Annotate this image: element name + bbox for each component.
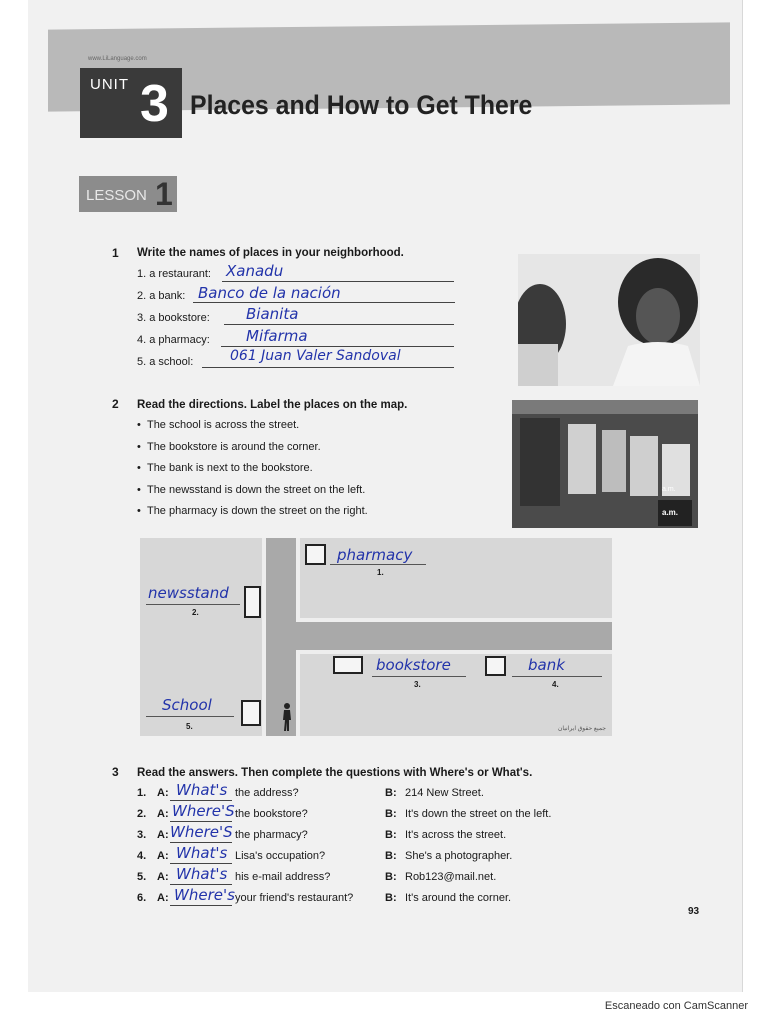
exercise-1-instruction: Write the names of places in your neighborhood. xyxy=(137,247,404,259)
ex3-b-label-5: B: xyxy=(385,871,397,883)
ex1-prompt-4: 4. a pharmacy: xyxy=(137,334,210,346)
ex1-prompt-1: 1. a restaurant: xyxy=(137,268,211,280)
ex3-answer-5: Rob123@mail.net. xyxy=(405,871,497,883)
ex2-bullet-2: • The bookstore is around the corner. xyxy=(137,441,321,453)
map-num-2: 2. xyxy=(192,608,199,617)
ex3-line-5 xyxy=(170,884,232,885)
exercise-2-number: 2 xyxy=(112,397,119,411)
ex1-line-3 xyxy=(224,324,454,325)
ex3-num-2: 2. xyxy=(137,808,147,820)
ex1-answer-1: Xanadu xyxy=(226,262,284,280)
ex3-question-3: the pharmacy? xyxy=(235,829,308,841)
ex3-num-1: 1. xyxy=(137,787,147,799)
ex1-line-5 xyxy=(202,367,454,368)
map-answer-1: pharmacy xyxy=(337,546,413,564)
map-num-1: 1. xyxy=(377,568,384,577)
sign-am-1: a.m. xyxy=(662,486,676,493)
ex3-a-label-2: A: xyxy=(157,808,169,820)
ex3-num-5: 5. xyxy=(137,871,147,883)
site-url: www.LiLanguage.com xyxy=(88,56,147,62)
ex3-b-label-4: B: xyxy=(385,850,397,862)
sign-am-2: a.m. xyxy=(662,508,679,517)
map-line-4 xyxy=(512,676,602,677)
ex3-question-1: the address? xyxy=(235,787,299,799)
ex1-answer-4: Mifarma xyxy=(246,327,308,345)
ex3-b-label-3: B: xyxy=(385,829,397,841)
unit-number: 3 xyxy=(140,75,169,133)
ex2-bullet-text-3: The bank is next to the bookstore. xyxy=(146,462,313,474)
ex1-prompt-3: 3. a bookstore: xyxy=(137,312,210,324)
ex3-b-label-6: B: xyxy=(385,892,397,904)
ex3-fill-5: What's xyxy=(176,865,228,883)
lesson-number: 1 xyxy=(155,176,173,212)
ex3-line-3 xyxy=(170,842,232,843)
ex1-line-4 xyxy=(221,346,454,347)
ex2-bullet-text-5: The pharmacy is down the street on the right. xyxy=(146,505,368,517)
map-credit: جميع حقوق ايرانيان xyxy=(557,726,606,732)
map-line-1 xyxy=(330,564,426,565)
map-curb-top xyxy=(300,618,612,622)
map-road-horizontal xyxy=(296,622,612,650)
building-bank xyxy=(485,656,506,676)
map-line-3 xyxy=(372,676,466,677)
photo-people xyxy=(518,254,700,386)
street-map xyxy=(140,538,612,736)
ex1-line-1 xyxy=(222,281,454,282)
ex3-line-2 xyxy=(170,821,232,822)
ex3-a-label-1: A: xyxy=(157,787,169,799)
map-answer-2: newsstand xyxy=(148,584,229,602)
ex3-a-label-6: A: xyxy=(157,892,169,904)
ex3-fill-6: Where's xyxy=(174,886,235,904)
ex1-prompt-2: 2. a bank: xyxy=(137,290,186,302)
ex3-b-label-2: B: xyxy=(385,808,397,820)
ex3-a-label-4: A: xyxy=(157,850,169,862)
map-answer-4: bank xyxy=(528,656,565,674)
exercise-1-number: 1 xyxy=(112,246,119,260)
ex3-question-2: the bookstore? xyxy=(235,808,308,820)
ex2-bullet-4: • The newsstand is down the street on the left. xyxy=(137,484,366,496)
map-num-5: 5. xyxy=(186,722,193,731)
ex3-b-label-1: B: xyxy=(385,787,397,799)
map-num-4: 4. xyxy=(552,680,559,689)
exercise-2-instruction: Read the directions. Label the places on the map. xyxy=(137,399,408,411)
map-curb-bottom xyxy=(300,650,612,654)
page-title: Places and How to Get There xyxy=(190,90,533,120)
map-curb-right-bottom xyxy=(296,650,300,736)
ex1-answer-3: Bianita xyxy=(246,305,299,323)
map-curb-right-top xyxy=(296,538,300,622)
ex3-fill-3: Where'S xyxy=(170,823,233,841)
lesson-label: LESSON xyxy=(86,187,147,204)
ex2-bullet-5: • The pharmacy is down the street on the right. xyxy=(137,505,368,517)
ex3-answer-4: She's a photographer. xyxy=(405,850,513,862)
unit-badge xyxy=(80,68,182,138)
exercise-3-instruction: Read the answers. Then complete the questions with Where's or What's. xyxy=(137,767,533,779)
ex3-a-label-5: A: xyxy=(157,871,169,883)
ex3-line-6 xyxy=(170,905,232,906)
ex3-fill-2: Where'S xyxy=(172,802,235,820)
photo-newsstand xyxy=(512,400,698,528)
ex3-num-3: 3. xyxy=(137,829,147,841)
building-newsstand xyxy=(244,586,261,618)
ex3-fill-1: What's xyxy=(176,781,228,799)
ex2-bullet-text-4: The newsstand is down the street on the left. xyxy=(146,484,366,496)
unit-label: UNIT xyxy=(90,76,129,93)
ex1-answer-5: 061 Juan Valer Sandoval xyxy=(230,348,401,364)
ex3-a-label-3: A: xyxy=(157,829,169,841)
map-line-2 xyxy=(146,604,240,605)
ex2-bullet-text-1: The school is across the street. xyxy=(146,419,300,431)
ex3-fill-4: What's xyxy=(176,844,228,862)
ex3-line-1 xyxy=(170,800,232,801)
ex3-answer-2: It's down the street on the left. xyxy=(405,808,552,820)
scanner-footer: Escaneado con CamScanner xyxy=(604,1000,748,1012)
ex3-answer-1: 214 New Street. xyxy=(405,787,484,799)
ex2-bullet-1: • The school is across the street. xyxy=(137,419,300,431)
ex1-line-2 xyxy=(193,302,455,303)
ex2-bullet-3: • The bank is next to the bookstore. xyxy=(137,462,313,474)
map-num-3: 3. xyxy=(414,680,421,689)
ex3-answer-6: It's around the corner. xyxy=(405,892,512,904)
ex3-question-6: your friend's restaurant? xyxy=(235,892,354,904)
ex3-num-4: 4. xyxy=(137,850,147,862)
page-number: 93 xyxy=(688,906,700,917)
map-line-5 xyxy=(146,716,234,717)
ex3-num-6: 6. xyxy=(137,892,147,904)
ex1-prompt-5: 5. a school: xyxy=(137,356,194,368)
lesson-badge xyxy=(79,176,177,212)
building-bookstore xyxy=(333,656,363,674)
ex1-answer-2: Banco de la nación xyxy=(198,284,341,302)
ex3-question-5: his e-mail address? xyxy=(235,871,331,883)
ex3-question-4: Lisa's occupation? xyxy=(235,850,326,862)
map-curb-left xyxy=(262,538,266,736)
ex2-bullet-text-2: The bookstore is around the corner. xyxy=(146,441,321,453)
ex3-line-4 xyxy=(170,863,232,864)
map-answer-3: bookstore xyxy=(376,656,451,674)
building-school xyxy=(241,700,261,726)
building-pharmacy xyxy=(305,544,326,565)
ex3-answer-3: It's across the street. xyxy=(405,829,507,841)
map-answer-5: School xyxy=(162,696,212,714)
exercise-3-number: 3 xyxy=(112,765,119,779)
pedestrian-icon xyxy=(280,702,294,732)
